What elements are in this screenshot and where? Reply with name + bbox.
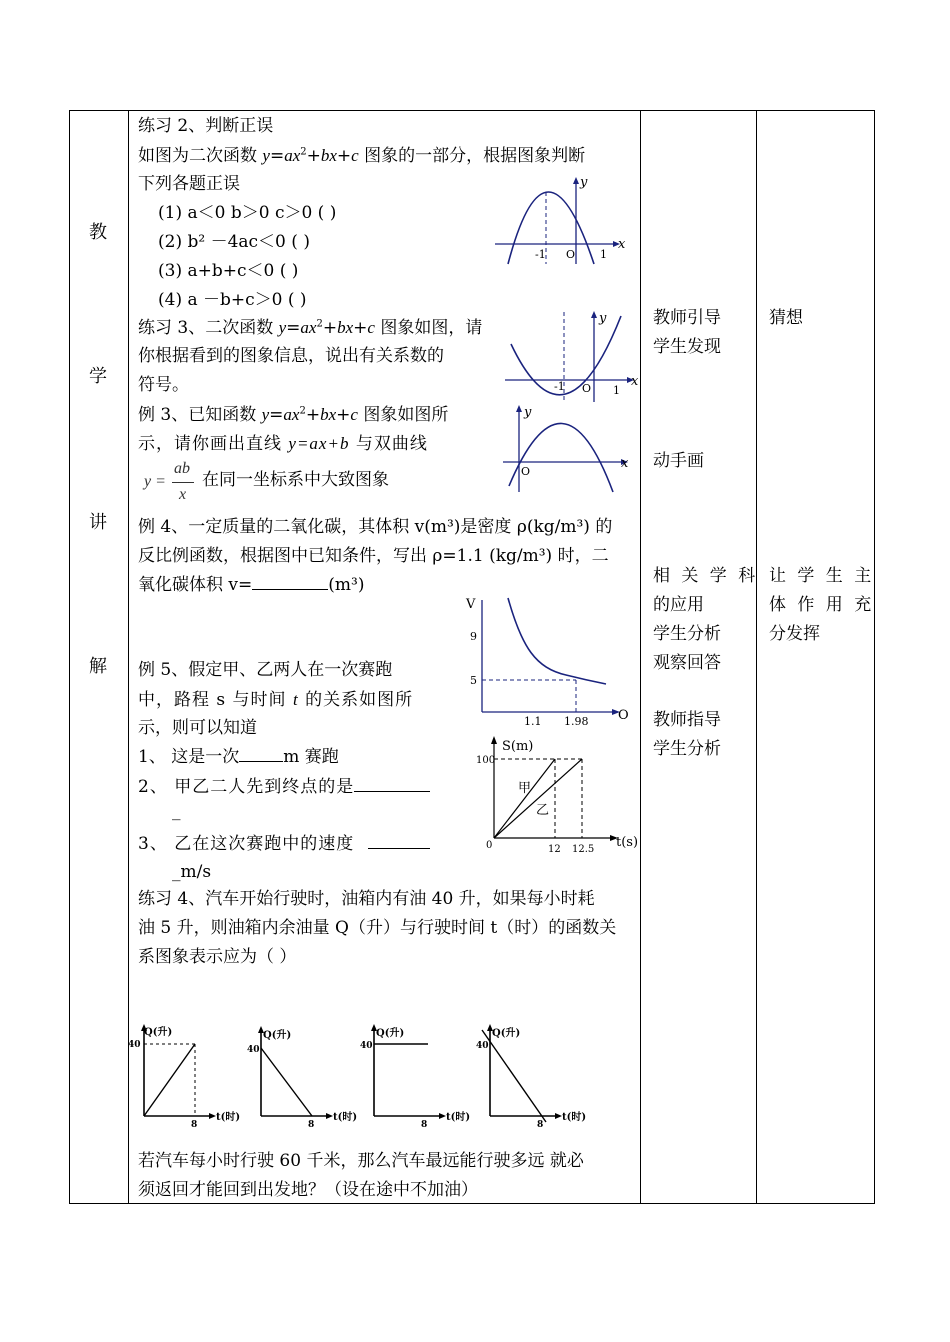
col4-note-2c: 分发挥 xyxy=(769,624,820,644)
ex3-parabola-graph xyxy=(503,308,643,404)
optB-axis-q: Q(升) xyxy=(263,1030,292,1041)
ex4-option-a-graph xyxy=(128,1022,248,1132)
optD-axis-t: t(时) xyxy=(562,1112,587,1123)
eg5-tick-12-5: 12.5 xyxy=(572,844,595,855)
eg3-line2: 示，请你画出直线 y=ax+b 与双曲线 xyxy=(138,434,428,454)
col3-note-3d: 观察回答 xyxy=(653,653,721,673)
eg5-tick-100: 100 xyxy=(476,755,496,766)
ex3-origin: O xyxy=(582,382,592,395)
ex4-line2: 油 5 升，则油箱内余油量 Q（升）与行驶时间 t（时）的函数关 xyxy=(138,918,617,938)
ex3-tick-minus1: -1 xyxy=(554,380,565,393)
optC-axis-t: t(时) xyxy=(446,1112,471,1123)
ex3-tick-1: 1 xyxy=(613,384,620,397)
optA-tick-40: 40 xyxy=(128,1040,141,1050)
eg4-line1: 例 4、一定质量的二氧化碳，其体积 v(m³)是密度 ρ(kg/m³) 的 xyxy=(138,517,613,537)
eg4-tick-1-98: 1.98 xyxy=(564,715,589,728)
col3-note-4a: 教师指导 xyxy=(653,710,721,730)
col3-note-4b: 学生分析 xyxy=(653,739,721,759)
ex4-option-d-graph xyxy=(474,1022,604,1132)
eg5-tick-12: 12 xyxy=(548,844,561,855)
eg5-race-graph xyxy=(478,734,638,856)
optA-axis-t: t(时) xyxy=(216,1112,241,1123)
left-char-2: 学 xyxy=(89,366,107,387)
col3-note-3b: 的应用 xyxy=(653,595,704,615)
eg5-line2: 中，路程 s 与时间 t 的关系如图所 xyxy=(138,690,414,710)
eg5-label-yi: 乙 xyxy=(536,803,550,818)
ex4-line3: 系图象表示应为（ ） xyxy=(138,947,297,967)
ex3-line2: 你根据看到的图象信息，说出有关系数的 xyxy=(138,346,444,366)
ex3-line3: 符号。 xyxy=(138,375,189,395)
eg3-parabola-graph xyxy=(497,402,637,494)
eg4-axis-v: V xyxy=(466,597,476,612)
ex4-option-b-graph xyxy=(245,1022,365,1132)
ex2-title: 练习 2、判断正误 xyxy=(138,116,274,136)
optB-tick-40: 40 xyxy=(247,1045,260,1055)
left-char-4: 解 xyxy=(89,656,107,677)
left-char-1: 教 xyxy=(89,222,107,243)
eg5-axis-s: S(m) xyxy=(502,739,534,754)
col3-note-1b: 学生发现 xyxy=(653,337,721,357)
optA-tick-8: 8 xyxy=(191,1120,198,1130)
ex2-axis-x: x xyxy=(618,237,626,252)
col-divider-2 xyxy=(640,110,641,1203)
optD-axis-q: Q(升) xyxy=(492,1028,521,1039)
optC-tick-8: 8 xyxy=(421,1120,428,1130)
col4-note-1: 猜想 xyxy=(769,308,803,328)
ex2-origin: O xyxy=(566,248,576,261)
ex2-tick-minus1: -1 xyxy=(535,248,546,261)
eg4-inverse-graph xyxy=(466,594,636,736)
col3-note-1a: 教师引导 xyxy=(653,308,721,328)
ex2-line2: 下列各题正误 xyxy=(138,174,240,194)
ex2-q1: (1) a＜0 b＞0 c＞0 ( ) xyxy=(158,203,337,223)
ex3-axis-y: y xyxy=(599,311,607,326)
left-char-3: 讲 xyxy=(89,512,107,533)
eg4-line3: 氧化碳体积 v= (m³) xyxy=(138,571,364,600)
col3-note-2: 动手画 xyxy=(653,451,704,471)
eg3-origin: O xyxy=(521,465,531,478)
ex4-option-c-graph xyxy=(358,1022,478,1132)
eg3-hyperbola-formula: y = ab x xyxy=(144,460,200,506)
ex2-line1: 如图为二次函数 $y=ax^2+bx+c$ 图象的一部分，根据图象判断 xyxy=(138,146,586,166)
ex2-axis-y: y xyxy=(580,175,588,190)
optD-tick-8: 8 xyxy=(537,1120,544,1130)
eg5-q2: 2、 甲乙二人先到终点的是 xyxy=(138,773,430,802)
col3-note-3a: 相 关 学 科 xyxy=(653,566,759,586)
eg4-line2: 反比例函数，根据图中已知条件，写出 ρ=1.1 (kg/m³) 时，二 xyxy=(138,546,609,566)
ex3-line1: 练习 3、二次函数 $y=ax^2+bx+c$ 图象如图，请 xyxy=(138,318,483,338)
ex3-axis-x: x xyxy=(631,374,639,389)
eg3-line1: 例 3、已知函数 $y=ax^2+bx+c$ 图象如图所 xyxy=(138,405,449,425)
eg5-q1: 1、 这是一次 m 赛跑 xyxy=(138,743,339,772)
eg3-line3: 在同一坐标系中大致图象 xyxy=(202,470,389,490)
eg5-line3: 示，则可以知道 xyxy=(138,718,257,738)
eg4-axis-rho: O xyxy=(618,708,629,723)
col-divider-3 xyxy=(756,110,757,1203)
ex4-tail-line2: 须返回才能回到出发地？（设在途中不加油） xyxy=(138,1180,478,1200)
ex2-q2: (2) b² －4ac＜0 ( ) xyxy=(158,232,310,252)
optB-tick-8: 8 xyxy=(308,1120,315,1130)
eg3-axis-x: x xyxy=(621,456,629,471)
eg5-q3: 3、 乙在这次赛跑中的速度 xyxy=(138,830,430,859)
eg4-tick-5: 5 xyxy=(470,674,477,687)
eg5-q2-tail: _ xyxy=(172,801,181,821)
ex4-tail-line1: 若汽车每小时行驶 60 千米，那么汽车最远能行驶多远 就必 xyxy=(138,1151,584,1171)
eg5-origin: 0 xyxy=(486,840,493,851)
ex2-parabola-graph xyxy=(490,172,630,268)
eg4-tick-1-1: 1.1 xyxy=(524,715,542,728)
eg5-line1: 例 5、假定甲、乙两人在一次赛跑 xyxy=(138,660,393,680)
ex2-q3: (3) a+b+c＜0 ( ) xyxy=(158,261,299,281)
col3-note-3c: 学生分析 xyxy=(653,624,721,644)
optD-tick-40: 40 xyxy=(476,1041,489,1051)
optC-axis-q: Q(升) xyxy=(376,1028,405,1039)
ex2-q4: (4) a －b+c＞0 ( ) xyxy=(158,290,307,310)
optC-tick-40: 40 xyxy=(360,1041,373,1051)
ex4-line1: 练习 4、汽车开始行驶时，油箱内有油 40 升，如果每小时耗 xyxy=(138,889,595,909)
ex2-tick-1: 1 xyxy=(600,248,607,261)
eg4-tick-9: 9 xyxy=(470,630,477,643)
eg5-label-jia: 甲 xyxy=(518,781,532,796)
col4-note-2a: 让 学 生 主 xyxy=(769,566,875,586)
optA-axis-q: Q(升) xyxy=(144,1027,173,1038)
eg5-q3-tail: _m/s xyxy=(172,862,212,882)
eg5-axis-t: t(s) xyxy=(616,835,639,850)
col4-note-2b: 体 作 用 充 xyxy=(769,595,875,615)
eg3-axis-y: y xyxy=(524,405,532,420)
optB-axis-t: t(时) xyxy=(333,1112,358,1123)
